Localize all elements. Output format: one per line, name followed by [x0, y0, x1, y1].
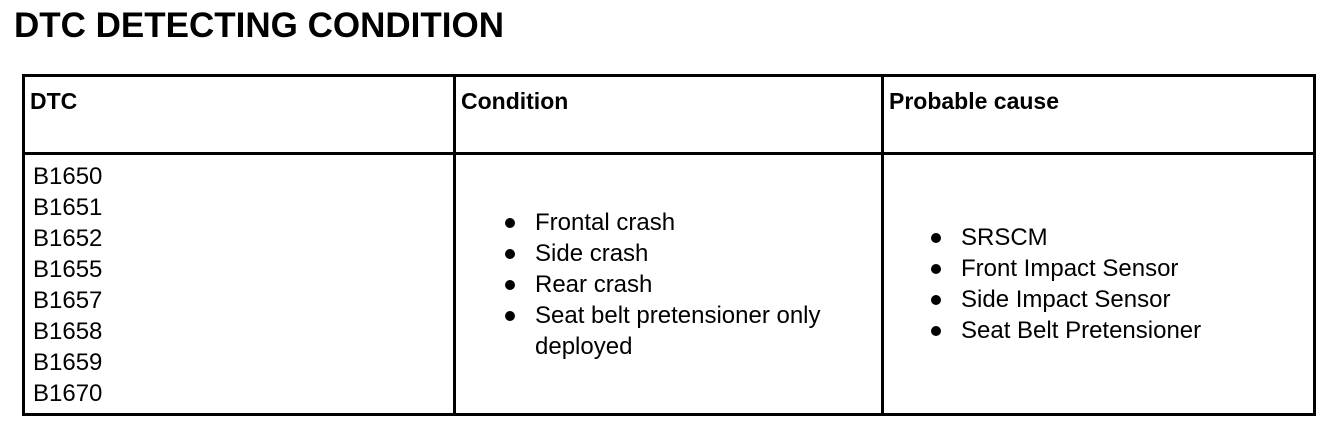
- cause-item: [931, 222, 1231, 253]
- dtc-code: B1659: [33, 349, 103, 376]
- probable-cause-list: [931, 222, 1231, 346]
- condition-list: [505, 207, 825, 362]
- probable-cause-cell: [883, 154, 1315, 415]
- bullet-icon: [931, 233, 941, 243]
- bullet-icon: [505, 249, 515, 259]
- cause-text: Side Impact Sensor: [961, 286, 1171, 313]
- dtc-code: B1650: [33, 163, 103, 190]
- bullet-icon: [931, 295, 941, 305]
- dtc-condition-table: [22, 74, 1316, 416]
- table-row: [24, 154, 1315, 415]
- dtc-code: B1655: [33, 256, 103, 283]
- cause-text: SRSCM: [961, 224, 1048, 251]
- bullet-icon: [931, 326, 941, 336]
- dtc-code: B1651: [33, 194, 103, 221]
- condition-item: [505, 269, 825, 300]
- dtc-code: B1670: [33, 380, 103, 407]
- header-probable-cause: Probable cause: [883, 76, 1315, 154]
- table-header-row: [24, 76, 1315, 154]
- bullet-icon: [505, 280, 515, 290]
- condition-text: Rear crash: [535, 270, 653, 298]
- header-dtc: DTC: [24, 76, 455, 154]
- bullet-icon: [505, 218, 515, 228]
- cause-text: Front Impact Sensor: [961, 255, 1179, 282]
- dtc-code-list: [33, 161, 447, 409]
- cause-item: [931, 315, 1231, 346]
- condition-text: Seat belt pretensioner only deployed: [535, 301, 821, 360]
- cause-item: [931, 253, 1231, 284]
- dtc-code: B1652: [33, 225, 103, 252]
- bullet-icon: [931, 264, 941, 274]
- header-condition: Condition: [455, 76, 883, 154]
- page-title: DTC DETECTING CONDITION: [14, 6, 504, 45]
- condition-text: Side crash: [535, 239, 649, 267]
- cause-item: [931, 284, 1231, 315]
- condition-item: [505, 238, 825, 269]
- condition-cell: [455, 154, 883, 415]
- dtc-code: B1657: [33, 287, 103, 314]
- dtc-codes-cell: [24, 154, 455, 415]
- condition-item: [505, 300, 825, 362]
- bullet-icon: [505, 311, 515, 321]
- condition-text: Frontal crash: [535, 208, 676, 236]
- condition-item: [505, 207, 825, 238]
- cause-text: Seat Belt Pretensioner: [961, 317, 1202, 344]
- dtc-code: B1658: [33, 318, 103, 345]
